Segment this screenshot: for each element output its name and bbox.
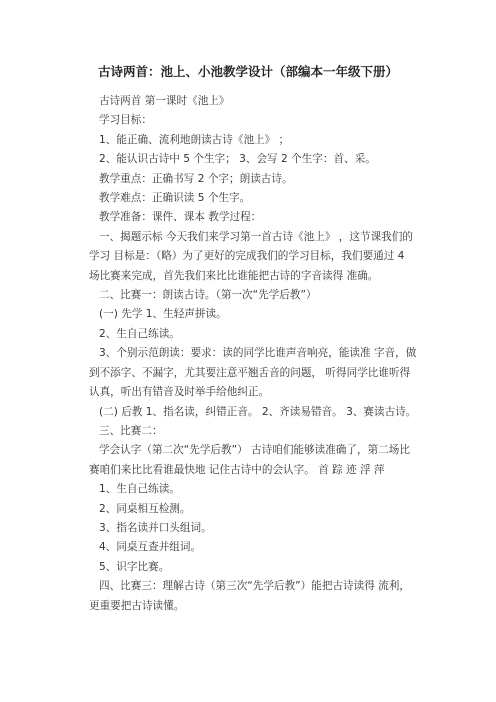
paragraph-goal-1: 1、能正确、流利地朗读古诗《池上》 ； <box>99 133 290 146</box>
paragraph-lesson-heading: 古诗两首 第一课时《池上》 <box>99 95 230 107</box>
paragraph-preparation: 教学准备：课件、课本 教学过程： <box>99 211 262 224</box>
paragraph-post-teach: (二) 后教 1、指名读，纠错正音。 2、齐读易错音。 3、赛读古诗。 <box>99 405 417 418</box>
paragraph-pre-study-2: 2、生自己练读。 <box>99 327 180 340</box>
paragraph-goal-2-3: 2、能认识古诗中 5 个生字； 3、会写 2 个生字：首、采。 <box>99 153 376 166</box>
paragraph-section-4: 四、比赛三：理解古诗（第三次“先学后教”）能把古诗读得 流利，更重要把古诗读懂。 <box>89 580 410 612</box>
paragraph-section-2: 二、比赛一：朗读古诗。（第一次“先学后教”） <box>99 289 317 302</box>
paragraph-step-3: 3、指名读并口头组词。 <box>99 521 212 534</box>
paragraph-step-2: 2、同桌相互检测。 <box>99 502 191 515</box>
paragraph-learning-goals-label: 学习目标： <box>99 114 152 127</box>
document-title: 古诗两首：池上、小池教学设计（部编本一年级下册） <box>97 64 398 79</box>
paragraph-step-4: 4、同桌互查并组词。 <box>99 541 202 554</box>
paragraph-step-1: 1、生自己练读。 <box>99 483 180 496</box>
paragraph-difficulties: 教学难点：正确识读 5 个生字。 <box>99 192 251 205</box>
paragraph-pre-study-1: (一) 先学 1、生轻声拼读。 <box>99 308 227 321</box>
document-body <box>89 92 417 616</box>
paragraph-step-5: 5、识字比赛。 <box>99 560 170 573</box>
paragraph-pre-study-3: 3、个别示范朗读：要求：读的同学比谁声音响亮，能读准 字音，做到不添字、不漏字，尤其要注意平翘舌音的问题， 听得同学比谁听得认真，听出有错音及时举手给他纠正。 <box>89 347 417 399</box>
paragraph-key-points: 教学重点：正确书写 2 个字；朗读古诗。 <box>99 172 293 185</box>
paragraph-section-3: 三、比赛二： <box>99 424 163 437</box>
paragraph-section-1: 一、揭题示标 今天我们来学习第一首古诗《池上》 ，这节课我们的学习 目标是：（略）为了更好的完成我们的学习目标，我们要通过 4 场比赛来完成，首先我们来比比谁能把古诗的字音读得 准确。 <box>89 230 413 282</box>
paragraph-recognize-words: 学会认字（第二次“先学后教”） 古诗咱们能够读准确了，第二场比赛咱们来比比看谁最快地 记住古诗中的会认字。 首 踪 迹 浮 萍 <box>89 444 410 476</box>
